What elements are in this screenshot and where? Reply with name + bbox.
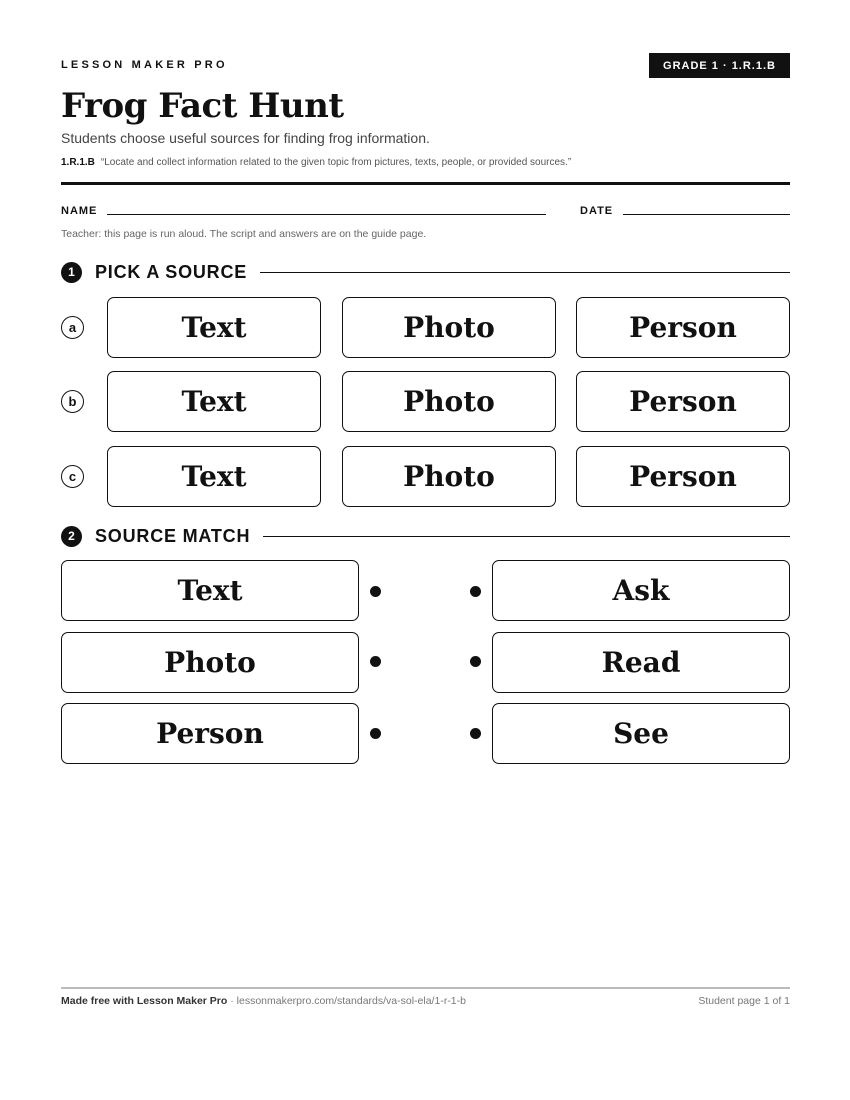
match-right-read: Read (492, 632, 790, 693)
match-right-see: See (492, 703, 790, 764)
section-number: 2 (61, 526, 82, 547)
choice-a-person[interactable]: Person (576, 297, 790, 358)
section-divider (260, 272, 790, 273)
name-field[interactable] (107, 214, 546, 215)
section-source-match (61, 525, 790, 547)
footer-url[interactable]: · lessonmakerpro.com/standards/va-sol-ela/1-r-1-b (227, 995, 466, 1007)
page-title: Frog Fact Hunt (61, 86, 344, 126)
section-title: PICK A SOURCE (95, 261, 248, 282)
choice-b-person[interactable]: Person (576, 371, 790, 432)
row-letter-b: b (61, 390, 84, 413)
footer-divider (61, 987, 790, 989)
date-label: DATE (580, 205, 614, 217)
section-divider (263, 536, 790, 537)
match-dot-right-1[interactable] (470, 586, 481, 597)
section-number: 1 (61, 262, 82, 283)
section-pick-a-source (61, 261, 790, 283)
footer-credit (61, 995, 466, 1007)
match-left-person: Person (61, 703, 359, 764)
match-dot-right-2[interactable] (470, 656, 481, 667)
grade-badge: GRADE 1 · 1.R.1.B (649, 53, 790, 78)
choice-a-photo[interactable]: Photo (342, 297, 556, 358)
match-dot-right-3[interactable] (470, 728, 481, 739)
standard-code: 1.R.1.B (61, 157, 95, 168)
brand-name: LESSON MAKER PRO (61, 59, 228, 71)
choice-c-photo[interactable]: Photo (342, 446, 556, 507)
section-title: SOURCE MATCH (95, 525, 251, 546)
standard-text: “Locate and collect information related to the given topic from pictures, texts, people, or provided sources.” (100, 157, 572, 168)
header-divider (61, 182, 790, 185)
match-right-ask: Ask (492, 560, 790, 621)
match-dot-left-2[interactable] (370, 656, 381, 667)
choice-c-person[interactable]: Person (576, 446, 790, 507)
date-field[interactable] (623, 214, 790, 215)
match-left-photo: Photo (61, 632, 359, 693)
teacher-note: Teacher: this page is run aloud. The script and answers are on the guide page. (61, 228, 427, 240)
choice-b-photo[interactable]: Photo (342, 371, 556, 432)
choice-b-text[interactable]: Text (107, 371, 321, 432)
match-left-text: Text (61, 560, 359, 621)
match-dot-left-3[interactable] (370, 728, 381, 739)
footer-page-number: Student page 1 of 1 (698, 995, 790, 1007)
row-letter-a: a (61, 316, 84, 339)
page-subtitle: Students choose useful sources for finding frog information. (61, 130, 430, 146)
standard-line (61, 157, 571, 168)
name-label: NAME (61, 205, 98, 217)
choice-c-text[interactable]: Text (107, 446, 321, 507)
choice-a-text[interactable]: Text (107, 297, 321, 358)
footer-made-with: Made free with Lesson Maker Pro (61, 995, 228, 1007)
worksheet-page (61, 0, 790, 1100)
row-letter-c: c (61, 465, 84, 488)
match-dot-left-1[interactable] (370, 586, 381, 597)
